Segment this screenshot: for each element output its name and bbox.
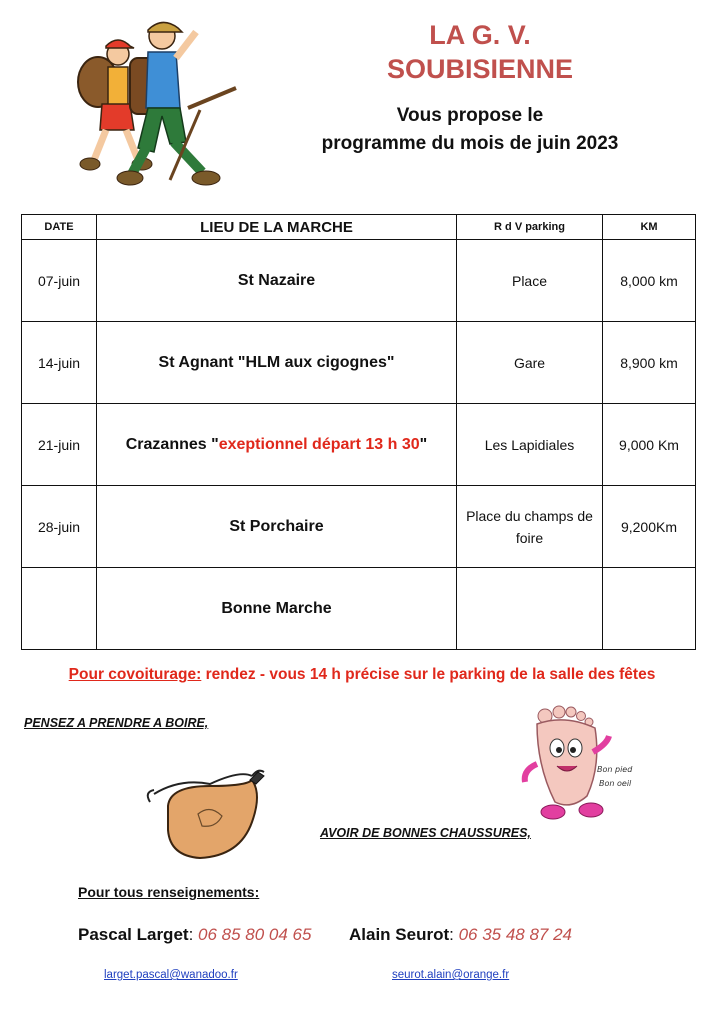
foot-caption-line2: Bon oeil <box>599 779 632 788</box>
email-link-pascal[interactable]: larget.pascal@wanadoo.fr <box>104 969 238 981</box>
hikers-illustration-icon <box>50 12 240 192</box>
header-date: DATE <box>22 215 97 240</box>
info-label <box>78 884 259 900</box>
row-lieu: Bonne Marche <box>97 568 457 650</box>
contact-pascal: Pascal Larget: 06 85 80 04 65 <box>78 925 312 944</box>
info-label-text: Pour tous renseignements <box>78 884 255 900</box>
row-km: 9,200Km <box>603 486 696 568</box>
table-row <box>22 240 696 322</box>
organization-title <box>330 18 630 86</box>
org-title-line1: LA G. V. <box>429 20 531 50</box>
row-date <box>22 568 97 650</box>
carpool-label: Pour covoiturage: <box>68 666 202 683</box>
contact-name: Pascal Larget <box>78 925 189 944</box>
program-subtitle <box>250 102 690 158</box>
row-lieu: St Porchaire <box>97 486 457 568</box>
info-label-suffix: : <box>254 884 260 900</box>
foot-caption-line1: Bon pied <box>597 765 633 774</box>
row-rdv: Gare <box>457 322 603 404</box>
header-rdv: R d V parking <box>457 215 603 240</box>
foot-mascot-illustration-icon <box>515 706 633 824</box>
gourd-illustration-icon <box>140 764 280 864</box>
row-date: 21-juin <box>22 404 97 486</box>
table-row <box>22 404 696 486</box>
header-lieu: LIEU DE LA MARCHE <box>97 215 457 240</box>
row-date: 28-juin <box>22 486 97 568</box>
row-lieu-note: exeptionnel départ 13 h 30 <box>218 435 420 453</box>
contact-phone: 06 35 48 87 24 <box>458 925 573 944</box>
row-rdv: Place <box>457 240 603 322</box>
row-date: 14-juin <box>22 322 97 404</box>
subtitle-line1: Vous propose le <box>396 105 544 126</box>
row-lieu-suffix: " <box>419 435 428 453</box>
contact-alain: Alain Seurot: 06 35 48 87 24 <box>349 925 573 944</box>
contact-name: Alain Seurot <box>349 925 450 944</box>
row-date: 07-juin <box>22 240 97 322</box>
row-rdv: Les Lapidiales <box>457 404 603 486</box>
table-row <box>22 486 696 568</box>
table-header-row <box>22 215 696 240</box>
header-km: KM <box>603 215 696 240</box>
email-link-alain[interactable]: seurot.alain@orange.fr <box>392 969 510 981</box>
row-rdv <box>457 568 603 650</box>
row-km: 9,000 Km <box>603 404 696 486</box>
row-km <box>603 568 696 650</box>
table-row <box>22 568 696 650</box>
row-lieu: St Nazaire <box>97 240 457 322</box>
row-km: 8,000 km <box>603 240 696 322</box>
row-lieu: St Agnant "HLM aux cigognes" <box>97 322 457 404</box>
row-rdv: Place du champs de foire <box>457 486 603 568</box>
org-title-line2: SOUBISIENNE <box>386 54 574 84</box>
carpool-notice <box>0 666 724 684</box>
contact-phone: 06 85 80 04 65 <box>198 925 312 944</box>
drink-reminder: PENSEZ A PRENDRE A BOIRE, <box>24 716 209 730</box>
carpool-text: rendez - vous 14 h précise sur le parking de la salle des fêtes <box>201 666 656 683</box>
table-row <box>22 322 696 404</box>
program-table <box>21 214 696 650</box>
row-lieu <box>97 404 457 486</box>
row-lieu-name: Crazannes " <box>125 435 219 453</box>
shoes-reminder: AVOIR DE BONNES CHAUSSURES, <box>320 826 531 840</box>
row-km: 8,900 km <box>603 322 696 404</box>
subtitle-line2: programme du mois de juin 2023 <box>321 133 619 154</box>
